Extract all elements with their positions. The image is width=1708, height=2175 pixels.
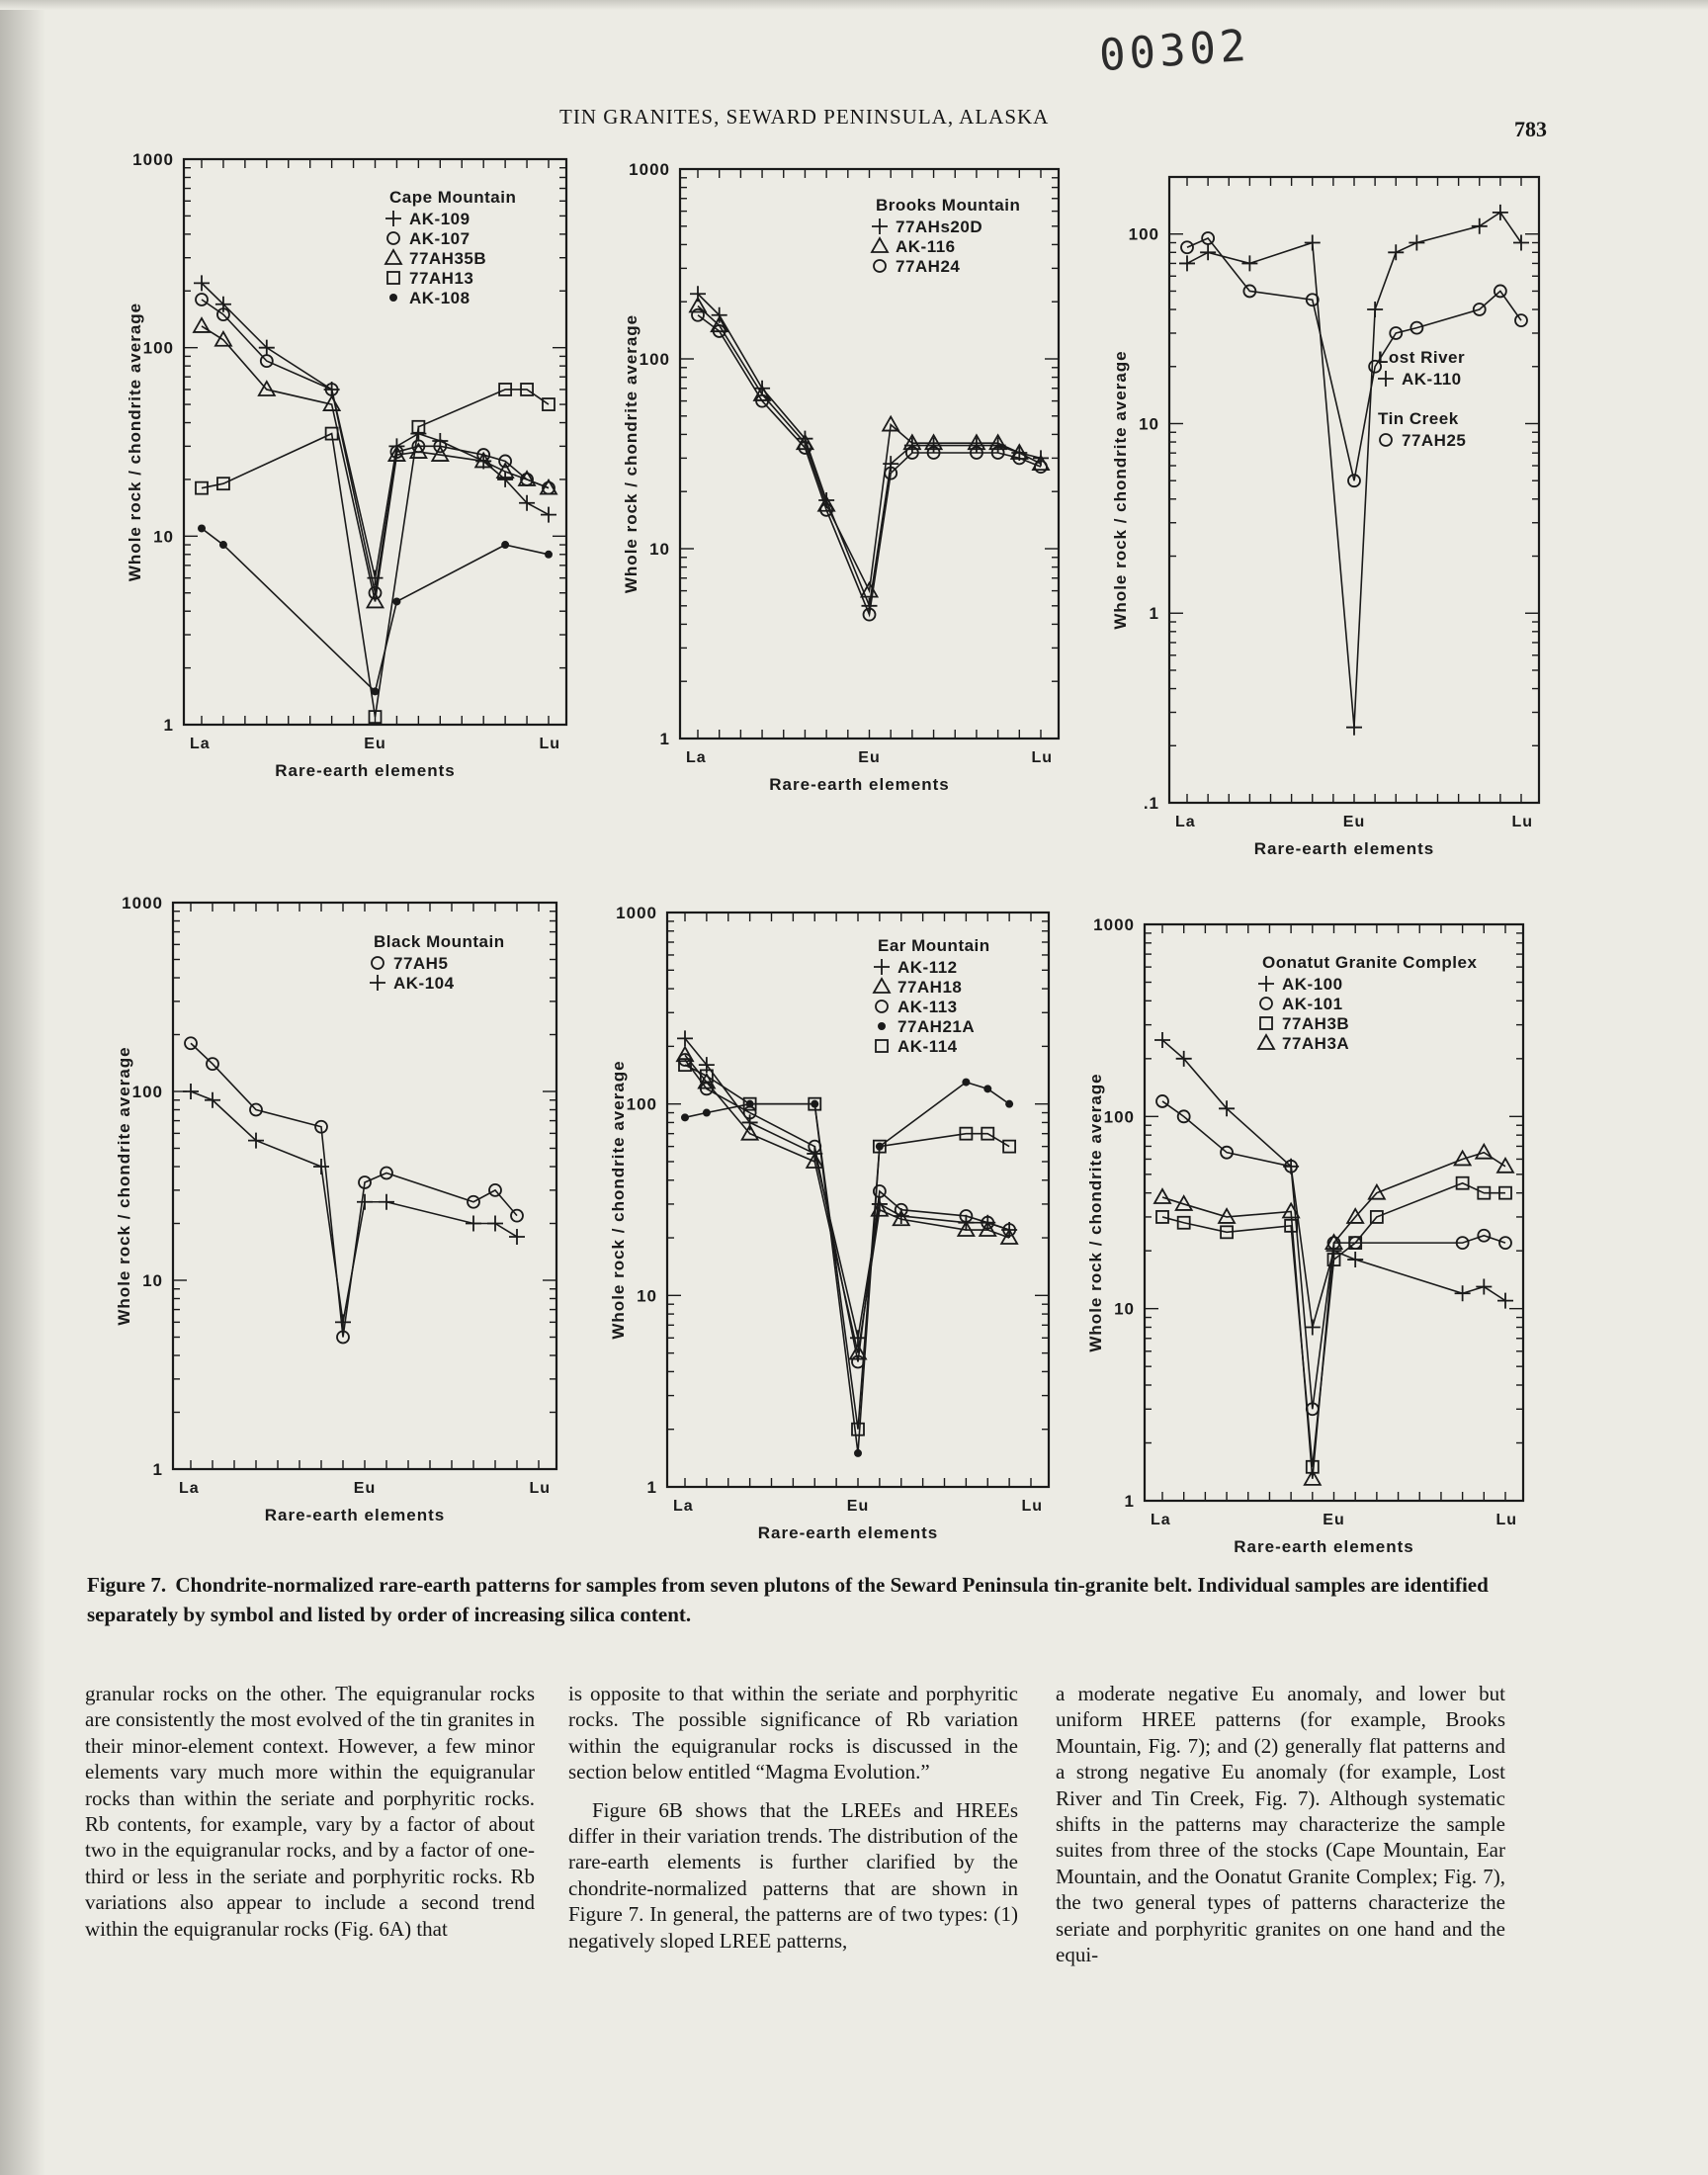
legend-entry: AK-100 xyxy=(1282,975,1343,994)
plot-panel xyxy=(680,169,1059,739)
y-tick-label: 10 xyxy=(1139,414,1159,434)
data-point-dot xyxy=(854,1449,862,1457)
body-column-1 xyxy=(85,1681,535,1954)
data-point-plus xyxy=(357,1194,373,1210)
legend-symbol-dot xyxy=(389,294,397,302)
legend-group-title: Tin Creek xyxy=(1378,409,1459,428)
y-tick-label: 1000 xyxy=(1093,915,1135,934)
y-tick-label: 1000 xyxy=(616,904,657,922)
y-tick-label: 100 xyxy=(626,1094,657,1114)
series-line xyxy=(685,1060,1009,1361)
legend-symbol-square xyxy=(876,1040,888,1052)
legend-entry: AK-104 xyxy=(393,974,455,993)
legend-symbol-plus xyxy=(874,959,890,975)
legend-symbol-triangle xyxy=(385,250,401,264)
series-line xyxy=(698,305,1041,590)
x-tick-label: La xyxy=(686,749,707,766)
legend-symbol-circle xyxy=(1380,434,1392,446)
data-point-plus xyxy=(541,507,556,523)
y-tick-label: 10 xyxy=(153,527,174,547)
data-point-plus xyxy=(1367,302,1383,317)
legend-entry: AK-101 xyxy=(1282,995,1343,1013)
legend-entry: AK-116 xyxy=(896,237,956,256)
series-line xyxy=(202,390,549,717)
legend-entry: 77AHs20D xyxy=(896,218,983,236)
y-tick-label: 1000 xyxy=(132,150,174,169)
series-line xyxy=(202,528,549,691)
plot-frame xyxy=(667,913,1049,1487)
series-line xyxy=(698,315,1041,615)
legend-title: Black Mountain xyxy=(374,932,505,951)
x-axis-title: Rare-earth elements xyxy=(1234,1537,1414,1556)
body-column-2 xyxy=(568,1681,1018,1965)
data-point-plus xyxy=(1497,1293,1513,1309)
data-point-plus xyxy=(487,1216,503,1232)
body-column-3 xyxy=(1056,1681,1505,1979)
legend-entry: 77AH21A xyxy=(897,1017,976,1036)
paragraph: granular rocks on the other. The equigranular rocks are consistently the most evolved of the tin granites in their minor-element context. However, a few minor elements vary much more within the equigranular rocks than within the seriate and porphyritic rocks. Rb contents, for example, vary by a factor of about two in the equigranular rocks, and by a factor of one-third or less in the seriate and porphyritic rocks. Rb variations also appear to include a second trend within the equigranular rocks (Fig. 6A) that xyxy=(85,1682,535,1941)
x-tick-label: Eu xyxy=(353,1480,377,1497)
plot-panel xyxy=(173,903,556,1469)
x-tick-label: Lu xyxy=(1021,1498,1043,1515)
data-point-plus xyxy=(335,1314,351,1330)
series-line xyxy=(1162,1183,1505,1467)
data-point-dot xyxy=(198,524,206,532)
y-axis-title: Whole rock / chondrite average xyxy=(126,302,144,582)
data-point-plus xyxy=(1476,1279,1492,1295)
data-point-plus xyxy=(1305,1319,1321,1335)
data-point-plus xyxy=(466,1216,481,1232)
data-point-plus xyxy=(1472,218,1488,234)
data-point-plus xyxy=(183,1084,199,1099)
data-point-plus xyxy=(1179,255,1195,271)
plot-frame xyxy=(1169,177,1539,803)
legend-title: Ear Mountain xyxy=(878,936,990,955)
data-point-plus xyxy=(1241,255,1257,271)
legend-symbol-circle xyxy=(1260,998,1272,1009)
y-axis-title: Whole rock / chondrite average xyxy=(609,1060,628,1340)
series-line xyxy=(1162,1153,1505,1479)
legend-entry: AK-113 xyxy=(897,998,958,1016)
x-tick-label: Lu xyxy=(1031,749,1053,766)
y-axis-title: Whole rock / chondrite average xyxy=(1111,350,1130,630)
y-tick-label: 1 xyxy=(152,1460,163,1479)
plot-panel xyxy=(667,913,1049,1487)
data-point-plus xyxy=(1200,244,1216,260)
y-axis-title: Whole rock / chondrite average xyxy=(115,1046,133,1326)
data-point-dot xyxy=(372,687,380,695)
legend-entry: AK-112 xyxy=(897,958,958,977)
running-head: TIN GRANITES, SEWARD PENINSULA, ALASKA xyxy=(559,105,1050,129)
x-axis-title: Rare-earth elements xyxy=(757,1523,939,1542)
y-tick-label: 100 xyxy=(142,338,174,358)
y-tick-label: 1000 xyxy=(122,894,163,913)
legend-symbol-plus xyxy=(872,218,888,234)
paragraph: a moderate negative Eu anomaly, and lower but uniform HREE patterns (for example, Brooks Mountain, Fig. 7); and (2) generally flat patterns and a strong negative Eu anomaly (for example, Lost River and Tin Creek, Fig. 7). Although systematic shifts in the patterns may characterize the sample suites from three of the stocks (Cape Mountain, Ear Mountain, and the Oonatut Granite Complex; Fig. 7), the two general types of patterns characterize the seriate and porphyritic granites on one hand and the equi- xyxy=(1056,1682,1505,1967)
legend-symbol-triangle xyxy=(1258,1035,1274,1049)
x-tick-label: Lu xyxy=(529,1480,551,1497)
paragraph: Figure 6B shows that the LREEs and HREEs differ in their variation trends. The distribution of the rare-earth elements is further clarified by the chondrite-normalized patterns that are shown in Figure 7. In general, the patterns are of two types: (1) negatively sloped LREE patterns, xyxy=(568,1797,1018,1953)
paragraph: is opposite to that within the seriate and porphyritic rocks. The possible significance of Rb variation within the equigranular rocks is discussed in the section below entitled “Magma Evolution.” xyxy=(568,1682,1018,1784)
archive-stamp-number: 00302 xyxy=(1097,20,1252,82)
series-line xyxy=(1187,238,1521,480)
x-tick-label: Eu xyxy=(1323,1512,1345,1528)
y-axis-title: Whole rock / chondrite average xyxy=(622,313,640,594)
legend-symbol-triangle xyxy=(874,979,890,993)
x-tick-label: La xyxy=(1151,1512,1171,1528)
y-axis-title: Whole rock / chondrite average xyxy=(1086,1073,1105,1352)
x-tick-label: La xyxy=(179,1480,200,1497)
data-point-triangle xyxy=(1369,1185,1385,1199)
data-point-plus xyxy=(1493,205,1508,220)
x-tick-label: Eu xyxy=(364,736,386,752)
y-tick-label: 100 xyxy=(1103,1107,1135,1127)
legend-entry: 77AH13 xyxy=(409,269,474,288)
y-tick-label: 1 xyxy=(646,1478,657,1497)
x-tick-label: Lu xyxy=(1511,814,1533,830)
caption-text: Chondrite-normalized rare-earth patterns for samples from seven plutons of the Seward Peninsula tin-granite belt. Individual samples are identified separately by symbol and listed by order of increasing silica content. xyxy=(87,1573,1489,1626)
legend-entry: AK-109 xyxy=(409,210,470,228)
data-point-plus xyxy=(1347,1252,1363,1267)
data-point-plus xyxy=(1346,720,1362,736)
legend-symbol-circle xyxy=(372,957,384,969)
data-point-plus xyxy=(1455,1285,1471,1301)
data-point-dot xyxy=(703,1109,711,1117)
plot-panel xyxy=(1169,177,1539,803)
series-line xyxy=(1187,213,1521,728)
y-tick-label: 1 xyxy=(659,730,670,748)
data-point-dot xyxy=(681,1113,689,1121)
legend-symbol-circle xyxy=(387,232,399,244)
data-point-triangle xyxy=(1497,1159,1513,1173)
legend-entry: AK-114 xyxy=(897,1037,958,1056)
data-point-dot xyxy=(501,541,509,549)
y-tick-label: .1 xyxy=(1143,794,1159,813)
data-point-triangle xyxy=(1154,1189,1170,1203)
series-line xyxy=(202,283,549,577)
page-number: 783 xyxy=(1514,117,1547,141)
y-tick-label: 10 xyxy=(1114,1299,1135,1319)
legend-entry: 77AH35B xyxy=(409,249,487,268)
legend-title: Oonatut Granite Complex xyxy=(1262,953,1478,972)
y-tick-label: 1 xyxy=(1149,604,1159,624)
legend-symbol-triangle xyxy=(872,238,888,252)
x-tick-label: Lu xyxy=(1495,1512,1517,1528)
data-point-dot xyxy=(392,597,400,605)
legend-entry: 77AH3B xyxy=(1282,1014,1350,1033)
series-line xyxy=(202,326,549,602)
y-tick-label: 100 xyxy=(1128,224,1159,244)
series-line xyxy=(191,1091,517,1322)
data-point-plus xyxy=(1388,244,1404,260)
legend-symbol-circle xyxy=(874,260,886,272)
legend-entry: AK-107 xyxy=(409,229,470,248)
data-point-dot xyxy=(962,1079,970,1087)
x-tick-label: Eu xyxy=(846,1498,870,1515)
legend-symbol-dot xyxy=(878,1022,886,1030)
legend-group-title: Lost River xyxy=(1378,348,1466,367)
series-line xyxy=(685,1065,1009,1430)
legend-symbol-square xyxy=(1260,1017,1272,1029)
legend-symbol-circle xyxy=(876,1000,888,1012)
data-point-plus xyxy=(1305,234,1321,250)
data-point-plus xyxy=(1409,234,1424,250)
legend-entry: 77AH25 xyxy=(1402,431,1467,450)
figure-caption xyxy=(87,1570,1530,1629)
y-tick-label: 10 xyxy=(142,1271,163,1290)
y-tick-label: 1 xyxy=(1124,1492,1135,1511)
legend-symbol-square xyxy=(387,272,399,284)
plot-panel xyxy=(184,159,566,725)
data-point-dot xyxy=(983,1085,991,1092)
series-line xyxy=(685,1038,1009,1338)
y-tick-label: 10 xyxy=(649,540,670,559)
legend-entry: AK-110 xyxy=(1402,370,1462,389)
x-tick-label: Eu xyxy=(1342,814,1366,830)
x-tick-label: La xyxy=(673,1498,694,1515)
y-tick-label: 100 xyxy=(131,1083,163,1101)
plot-frame xyxy=(184,159,566,725)
legend-symbol-plus xyxy=(1378,371,1394,387)
x-tick-label: Eu xyxy=(858,749,881,766)
x-tick-label: La xyxy=(1175,814,1196,830)
legend-symbol-plus xyxy=(1258,976,1274,992)
legend-entry: 77AH5 xyxy=(393,954,449,973)
series-line xyxy=(1162,1040,1505,1327)
data-point-plus xyxy=(509,1229,525,1245)
data-point-plus xyxy=(1513,234,1529,250)
x-tick-label: La xyxy=(190,736,211,752)
caption-label: Figure 7. xyxy=(87,1573,167,1597)
data-point-dot xyxy=(1005,1100,1013,1108)
legend-title: Cape Mountain xyxy=(389,188,517,207)
data-point-plus xyxy=(379,1194,394,1210)
series-line xyxy=(191,1043,517,1337)
y-tick-label: 100 xyxy=(639,350,670,369)
legend-entry: 77AH3A xyxy=(1282,1034,1350,1053)
x-axis-title: Rare-earth elements xyxy=(769,775,950,794)
legend-entry: AK-108 xyxy=(409,289,470,307)
data-point-dot xyxy=(545,551,553,559)
legend-entry: 77AH18 xyxy=(897,978,963,997)
x-axis-title: Rare-earth elements xyxy=(264,1506,446,1524)
legend-symbol-plus xyxy=(385,211,401,226)
x-tick-label: Lu xyxy=(539,736,560,752)
legend-symbol-plus xyxy=(370,975,385,991)
y-tick-label: 10 xyxy=(637,1286,657,1306)
y-tick-label: 1000 xyxy=(629,160,670,179)
x-axis-title: Rare-earth elements xyxy=(1253,839,1435,858)
data-point-triangle xyxy=(215,332,231,346)
x-axis-title: Rare-earth elements xyxy=(275,761,456,780)
data-point-plus xyxy=(313,1159,329,1174)
data-point-dot xyxy=(219,541,227,549)
y-tick-label: 1 xyxy=(163,716,174,735)
legend-title: Brooks Mountain xyxy=(876,196,1021,215)
legend-entry: 77AH24 xyxy=(896,257,961,276)
